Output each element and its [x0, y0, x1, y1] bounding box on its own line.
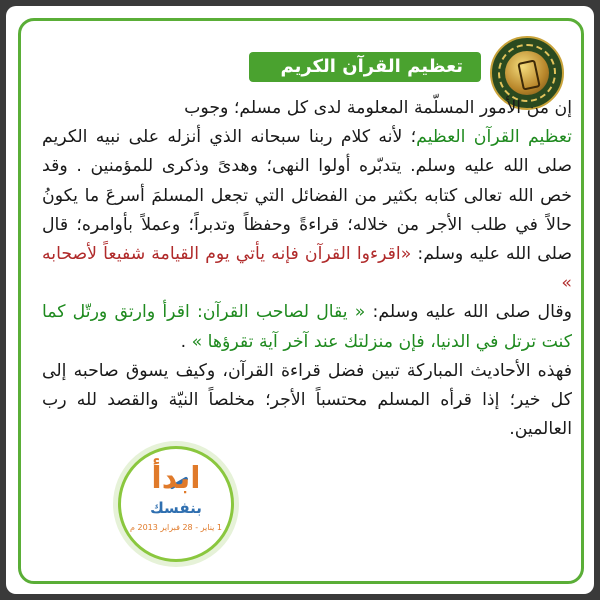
intro-text: إن من الأمور المسلّمة المعلومة لدى كل مسلم؛ وجوب	[184, 98, 572, 118]
badge-title: ابدأ	[151, 461, 201, 496]
paragraph-1-text: ؛ لأنه كلام ربنا سبحانه الذي أنزله على نبيه الكريم صلى الله عليه وسلم. يتدبّره أولوا النهى؛ وهدىً وذكرى للمؤمنين . وقد خص الله تعالى كتابه بكثير من الفضائل التي تجعل المسلمَ أسرعَ ما يكونُ حالاً في طلب الأجر من خلاله؛ قراءةً وحفظاً وتدبراً؛ وعملاً بأوامره؛ قال صلى الله عليه وسلم:	[42, 127, 572, 265]
hadith-quote-2: « يقال لصاحب القرآن: اقرأ وارتق ورتّل كما كنت ترتل في الدنيا، فإن منزلتك عند آخر آية تقرؤها »	[42, 302, 572, 352]
article-paragraph-2	[42, 298, 572, 356]
badge-subtitle: بنفسك	[150, 499, 202, 517]
paragraph-2-end: .	[180, 331, 192, 352]
emblem-core	[505, 51, 549, 95]
card	[6, 6, 594, 594]
paragraph-2-lead: وقال صلى الله عليه وسلم:	[365, 302, 572, 323]
article-paragraph-1	[42, 94, 572, 298]
article-paragraph-3: فهذه الأحاديث المباركة تبين فضل قراءة القرآن، وكيف يسوق صاحبه إلى كل خير؛ إذا قرأه المسلم محتسباً الأجر؛ مخلصاً النيّة والقصد لله رب العالمين.	[42, 360, 572, 440]
page-title: تعظيم القرآن الكريم	[249, 52, 481, 82]
article-body	[42, 94, 572, 444]
hadith-quote-1: «اقرءوا القرآن فإنه يأتي يوم القيامة شفيعاً لأصحابه »	[42, 244, 572, 294]
badge-date: 1 يناير - 28 فبراير 2013 م	[130, 523, 222, 532]
campaign-logo-badge	[118, 446, 234, 562]
highlight-phrase: تعظيم القرآن العظيم	[416, 127, 572, 148]
